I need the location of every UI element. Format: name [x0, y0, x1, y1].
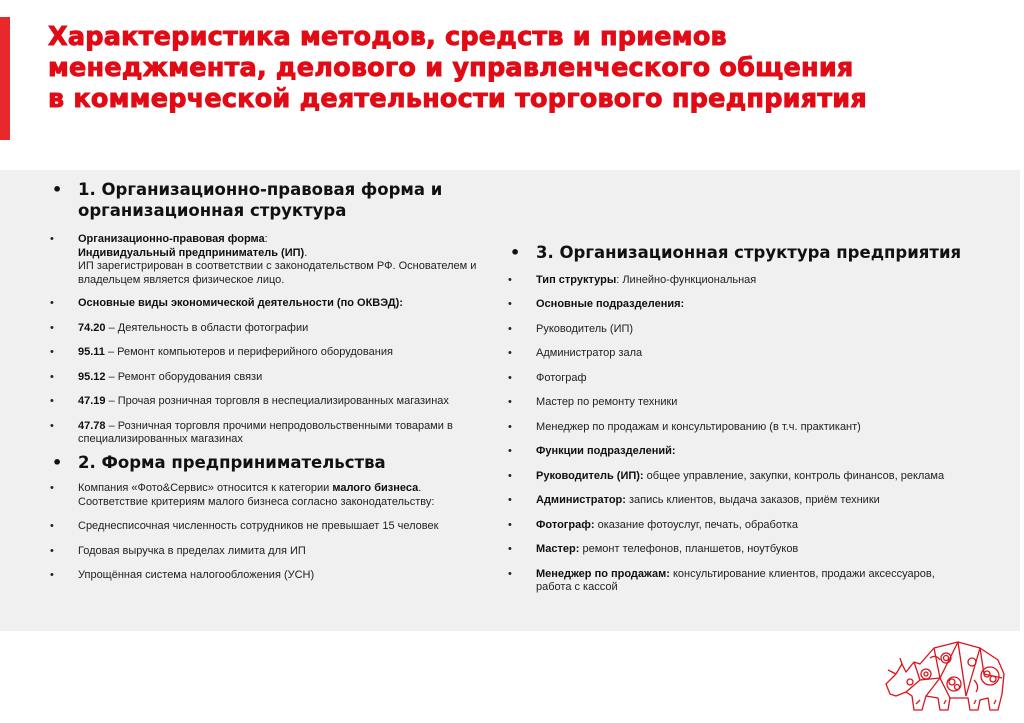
bullet-icon: •	[508, 371, 512, 384]
bullet-icon: •	[508, 543, 512, 555]
bullet-icon: •	[52, 452, 63, 472]
title-line-2: менеджмента, делового и управленческого общения	[48, 53, 854, 83]
title-line-3: в коммерческой деятельности торгового предприятия	[48, 84, 867, 114]
bullet-icon: •	[508, 396, 512, 408]
bullet-icon: •	[50, 544, 54, 557]
bullet-icon: •	[50, 520, 54, 532]
okved-item: • 47.19 – Прочая розничная торговля в неспециализированных магазинах	[50, 395, 449, 407]
legal-form-item: • Организационно-правовая форма: Индивидуальный предприниматель (ИП). ИП зарегистрирован в соответствии с законодательством РФ. Основателем и владельцем является физическое лицо.	[50, 233, 477, 286]
bullet-icon: •	[508, 445, 512, 457]
criteria-item: • Среднесписочная численность сотрудников не превышает 15 человек	[50, 520, 439, 532]
divisions-label-item: • Основные подразделения:	[508, 298, 685, 310]
division-item: • Фотограф	[508, 371, 587, 384]
criteria-item: • Годовая выручка в пределах лимита для ИП	[50, 544, 306, 557]
bullet-icon: •	[508, 322, 512, 335]
section3-heading: • 3. Организационная структура предприятия	[510, 243, 962, 262]
division-item: • Менеджер по продажам и консультированию (в т.ч. практикант)	[508, 420, 861, 433]
left-column	[50, 180, 490, 583]
function-item: • Мастер: ремонт телефонов, планшетов, ноутбуков	[508, 543, 799, 555]
small-business-intro: • Компания «Фото&Сервис» относится к категории малого бизнеса. Соответствие критериям малого бизнеса согласно законодательству:	[50, 482, 435, 508]
bullet-icon: •	[50, 346, 54, 358]
title-line-1: Характеристика методов, средств и приемов	[48, 22, 727, 52]
function-item: • Администратор: запись клиентов, выдача заказов, приём техники	[508, 494, 880, 506]
bullet-icon: •	[50, 370, 54, 383]
bullet-icon: •	[50, 569, 54, 581]
function-item: • Фотограф: оказание фотоуслуг, печать, обработка	[508, 518, 798, 531]
bullet-icon: •	[508, 567, 512, 580]
bullet-icon: •	[510, 243, 521, 262]
section1-heading: • 1. Организационно-правовая форма и организационная структура	[52, 180, 443, 220]
bullet-icon: •	[50, 482, 54, 494]
okved-label-item: • Основные виды экономической деятельности (по ОКВЭД):	[50, 297, 403, 309]
division-item: • Администратор зала	[508, 347, 643, 359]
bullet-icon: •	[508, 518, 512, 531]
criteria-item: • Упрощённая система налогообложения (УСН)	[50, 569, 315, 581]
bullet-icon: •	[508, 420, 512, 433]
bullet-icon: •	[508, 469, 512, 482]
bullet-icon: •	[508, 347, 512, 359]
bullet-icon: •	[50, 297, 54, 309]
structure-type-item: • Тип структуры: Линейно-функциональная	[508, 273, 757, 286]
bullet-icon: •	[50, 395, 54, 407]
division-item: • Мастер по ремонту техники	[508, 396, 678, 408]
bullet-icon: •	[508, 273, 512, 286]
division-item: • Руководитель (ИП)	[508, 322, 634, 335]
bullet-icon: •	[508, 298, 512, 310]
okved-item: • 74.20 – Деятельность в области фотографии	[50, 321, 309, 334]
page-title	[48, 22, 1008, 115]
rhino-logo-icon	[880, 634, 1020, 716]
function-item: • Менеджер по продажам: консультирование клиентов, продажи аксессуаров, работа с кассой	[508, 567, 935, 593]
bullet-icon: •	[50, 321, 54, 334]
function-item: • Руководитель (ИП): общее управление, закупки, контроль финансов, реклама	[508, 469, 945, 482]
section2-heading: • 2. Форма предпринимательства	[52, 452, 386, 472]
right-column	[508, 243, 968, 595]
accent-bar	[0, 17, 10, 140]
okved-item: • 47.78 – Розничная торговля прочими непродовольственными товарами в специализированных магазинах	[50, 419, 453, 445]
bullet-icon: •	[50, 233, 54, 245]
bullet-icon: •	[52, 180, 63, 199]
bullet-icon: •	[50, 419, 54, 432]
okved-item: • 95.11 – Ремонт компьютеров и периферийного оборудования	[50, 346, 393, 358]
okved-item: • 95.12 – Ремонт оборудования связи	[50, 370, 263, 383]
functions-label-item: • Функции подразделений:	[508, 445, 676, 457]
bullet-icon: •	[508, 494, 512, 506]
